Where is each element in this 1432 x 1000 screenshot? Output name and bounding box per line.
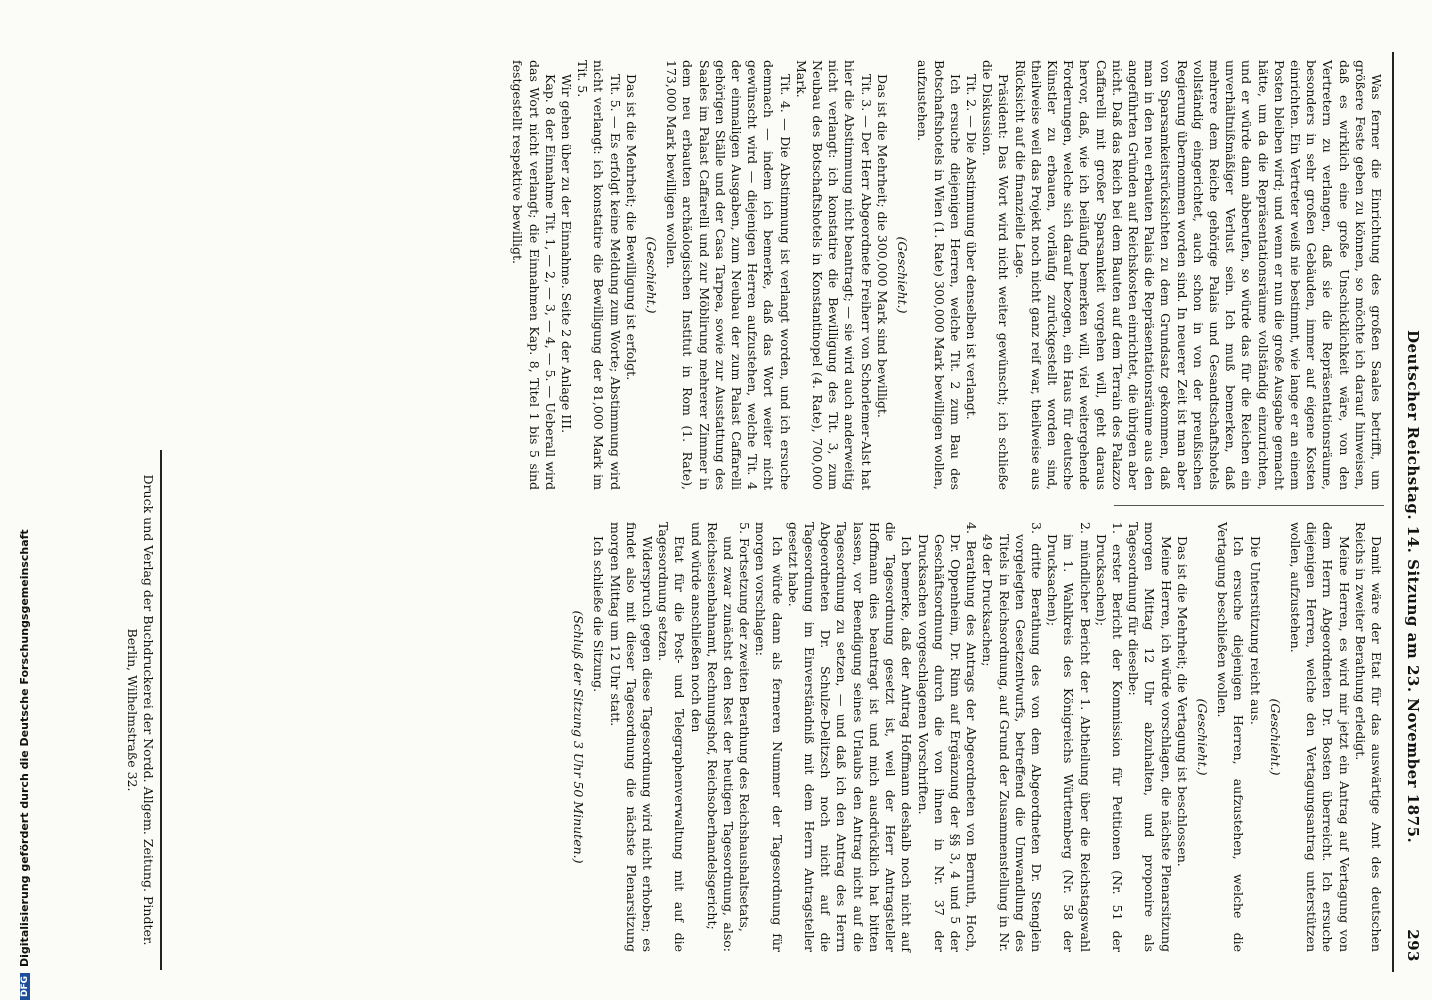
header-rule (1392, 52, 1394, 972)
paragraph: Das ist die Mehrheit; die Vertagung ist beschlossen. (1174, 536, 1190, 867)
stage-direction: (Geschieht.) (644, 236, 660, 314)
paragraph: Wir gehen über zu der Einnahme. Seite 2 der Anlage III. (559, 74, 575, 434)
printer-rule (160, 450, 162, 970)
side-credit (18, 529, 34, 1000)
page-header (1396, 60, 1426, 970)
running-title: Deutscher Reichstag. 14. Sitzung am 23. November 1875. (1404, 330, 1422, 844)
paragraph: Tit. 5. — Es erfolgt keine Meldung zum Worte; Abstimmung wird nicht verlangt: ich konstatire die Bewilligung der 81,000 Mark im Tit. 5. (575, 60, 623, 490)
paragraph: Ich schließe die Sitzung. (591, 536, 607, 693)
paragraph: und zwar zunächst den Rest der heutigen Tagesordnung, also: Reichseisenbahnamt, Rechnungshof, Reichsoberhandelsgericht; (704, 522, 737, 952)
paragraph: Das ist die Mehrheit; die Bewilligung ist erfolgt. (623, 74, 639, 381)
paragraph: Die Unterstützung reicht aus. (1247, 536, 1263, 725)
agenda-item: 5. Fortsetzung der zweiten Berathung des Reichshaushaltsetats, (737, 522, 753, 932)
printer-line: Druck und Verlag der Buchdruckerei der Nordd. Allgem. Zeitung. Pindter. (141, 474, 156, 946)
paragraph: Tit. 4. — Die Abstimmung ist verlangt worden, und ich ersuche demnach — indem ich bemerke, daß das Wort weiter nicht gewünscht wird — diejenigen Herren aufzustehen, welche Tit. 4 der einmaligen Ausgaben, zum Neubau der zum Palast Caffarelli gehörigen Ställe und der Casa Tarpea, sowie zur Ausstattung des Saales im Palast Caffarelli und zur Möblirung mehrerer Zimmer in dem neu erbauten archäologischen Institut in Rom (1. Rate), 173,000 Mark bewilligen wollen. (664, 60, 793, 490)
stage-direction: (Geschieht.) (895, 236, 911, 314)
paragraph: Damit wäre der Etat für das auswärtige Amt des deutschen Reichs in zweiter Berathung erledigt. (1352, 522, 1384, 952)
page-number: 293 (1404, 929, 1422, 962)
agenda-item: 1. erster Bericht der Kommission für Petitionen (Nr. 51 der Drucksachen); (1093, 522, 1125, 952)
credit-text: Digitalisierung gefördert durch die Deutsche Forschungsgemeinschaft (18, 529, 31, 967)
paragraph: Etat für die Post- und Telegraphenverwaltung mit auf die Tagesordnung setzen. (656, 522, 688, 952)
agenda-item: 4. Berathung des Antrags der Abgeordneten von Bernuth, Hoch, Dr. Oppenheim, Dr. Rinn auf Ergänzung der §§ 3, 4 und 5 der Geschäftsordnung durch die von ihnen in Nr. 37 der Drucksachen vorgeschlagenen Vorschriften. (915, 522, 980, 952)
closing-note: (Schluß der Sitzung 3 Uhr 50 Minuten.) (571, 610, 587, 864)
paragraph: Meine Herren, ich würde vorschlagen, die nächste Plenarsitzung morgen Mittag 12 Uhr abzuhalten, und proponire als Tagesordnung für dieselbe: (1126, 522, 1174, 952)
paragraph: Was ferner die Einrichtung des großen Saales betrifft, um größere Feste geben zu können, so möchte ich darauf hinweisen, daß es wirklich eine große Unschicklichkeit wäre, von den Vertretern zu verlangen, daß sie die Repräsentationsräume, besonders in sehr großen Gebäuden, immer auf eigene Kosten einrichten. Ein Vertreter weiß nie bestimmt, wie lange er an einem Posten bleiben wird; und wenn er nun die große Ausgabe gemacht hätte, um da die Repräsentationsräume vollständig einzurichten, und er würde dann abberufen, so würde das für die Reichen ein unverhältnißmäßiger Verlust sein. Ich muß bemerken, daß mehrere dem Reiche gehörige Palais und Gesandtschaftshotels vollständig eingerichtet, auch schon in von der preußischen Regierung übernommen worden sind. In neuerer Zeit ist man aber von Sparsamkeitsrücksichten zu dem Grundsatz gekommen, daß man in den neu erbauten Palais die Repräsentationsräume aus den angeführten Gründen auf Reichskosten einrichtet, die übrigen aber nicht. Daß das Reich bei dem Bauten auf dem Terrain des Palazzo Caffarelli mit großer Sparsamkeit vorgehen will, geht daraus hervor, daß, wie ich beiläufig bemerken will, viel weitergehende Forderungen, welche sich darauf bezogen, ein Haus für deutsche Künstler zu erbauen, vorläufig zurückgestellt worden sind, theilweise weil das Projekt noch nicht ganz reif war, theilweise aus Rücksicht auf die finanzielle Lage. (1012, 60, 1384, 490)
paragraph: Ich bemerke, daß der Antrag Hoffmann deshalb noch nicht auf die Tagesordnung gesetzt ist, weil der Herr Antragsteller Hoffmann dies beantragt ist und mich ausdrücklich hat bitten lassen, vor Beendigung seines Urlaubs den Antrag nicht auf die Tagesordnung zu setzen, — und daß ich den Antrag des Herrn Abgeordneten Dr. Schulze-Delitzsch noch nicht auf die Tagesordnung im Einverständniß mit dem Herrn Antragsteller gesetzt habe. (785, 522, 915, 952)
paragraph: Tit. 3. — Der Herr Abgeordnete Freiherr von Schorlemer-Alst hat hier die Abstimmung nicht beantragt; — sie wird auch anderweitig nicht verlangt: ich konstatire die Bewilligung des Tit. 3, zum Neubau des Botschaftshotels in Konstantinopel (4. Rate), 700,000 Mark. (793, 60, 874, 490)
stage-direction: (Geschieht.) (1267, 698, 1283, 776)
agenda-item: 3. dritte Berathung des von dem Abgeordneten Dr. Stenglein vorgelegten Gesetzentwurfs, betreffend die Umwandlung des Titels in Reichsordnung, auf Grund der Zusammenstellung in Nr. 49 der Drucksachen; (980, 522, 1044, 952)
printer-imprint (124, 455, 156, 965)
paragraph: Tit. 2. — Die Abstimmung über denselben ist verlangt. (963, 74, 979, 420)
paragraph: Ich ersuche diejenigen Herren, aufzustehen, welche die Vertagung beschließen wollen. (1215, 522, 1247, 952)
paragraph: Meine Herren, es wird mir jetzt ein Antrag auf Vertagung von dem Herrn Abgeordneten Dr. Bosten überreicht. Ich ersuche diejenigen Herren, welche den Vertagungsantrag unterstützen wollen, aufzustehen. (1287, 522, 1352, 952)
left-column (509, 60, 1384, 490)
right-column (566, 522, 1384, 952)
paragraph: Das ist die Mehrheit; die 300,000 Mark sind bewilligt. (874, 74, 890, 418)
printer-address: Berlin, Wilhelmstraße 32. (125, 628, 140, 792)
paragraph: und würde anschließen noch den (688, 522, 704, 733)
paragraph: Ich würde dann als ferneren Nummer der Tagesordnung für morgen vorschlagen: (753, 522, 785, 952)
dfg-logo-icon: DFG (20, 973, 30, 1000)
paragraph: Widerspruch gegen diese Tagesordnung wird nicht erhoben; es findet also mit dieser Tagesordnung die nächste Plenarsitzung morgen Mittag um 12 Uhr statt. (607, 522, 656, 952)
agenda-item: 2. mündlicher Bericht der 1. Abtheilung über die Reichstagswahl im 1. Wahlkreis des Königreichs Württemberg (Nr. 58 der Drucksachen); (1045, 522, 1093, 952)
paragraph: Präsident: Das Wort wird nicht weiter gewünscht; ich schließe die Diskussion. (980, 60, 1012, 490)
column-divider (1114, 505, 1384, 506)
paragraph: Ich ersuche diejenigen Herren, welche Tit. 2 zum Bau des Botschaftshotels in Wien (1. Rate) 300,000 Mark bewilligen wollen, aufzustehen. (915, 60, 963, 490)
stage-direction: (Geschieht.) (1194, 698, 1210, 776)
paragraph: Kap. 8 der Einnahme Tit. 1, — 2, — 3, — 4, — 5. — Ueberall wird das Wort nicht verlangt; die Einnahmen Kap. 8, Titel 1 bis 5 sind festgestellt respektive bewilligt. (510, 60, 558, 490)
